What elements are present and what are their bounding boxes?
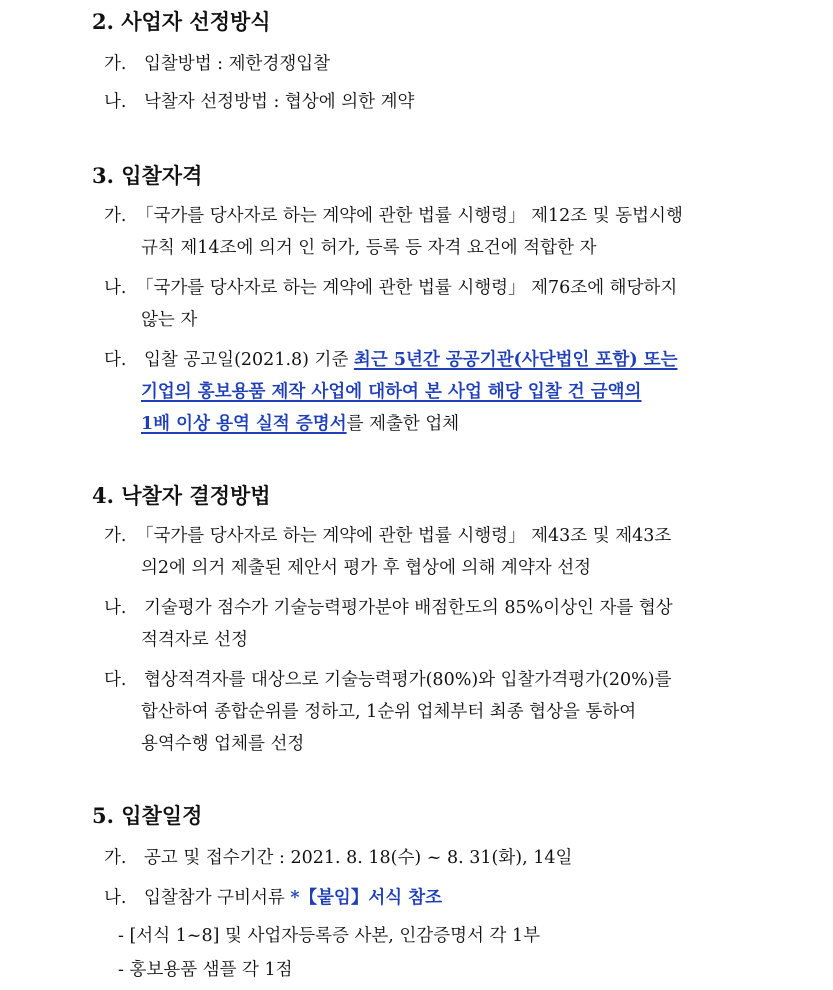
item-text: 입찰방법 : 제한경쟁입찰 — [144, 54, 331, 74]
section-3-item-c-line1 — [104, 346, 678, 374]
item-text: 입찰 공고일(2021.8) 기준 — [144, 350, 354, 370]
item-text: 협상적격자를 대상으로 기술능력평가(80%)와 입찰가격평가(20%)를 — [144, 670, 672, 690]
attachment-reference: *【붙임】서식 참조 — [290, 888, 443, 908]
item-text: 기술평가 점수가 기술능력평가분야 배점한도의 85%이상인 자를 협상 — [144, 598, 673, 618]
section-3-item-a-line2: 규칙 제14조에 의거 인 허가, 등록 등 자격 요건에 적합한 자 — [141, 238, 597, 258]
section-4-item-c-line2: 합산하여 종합순위를 정하고, 1순위 업체부터 최종 협상을 통하여 — [141, 702, 637, 722]
item-marker: 나. — [104, 278, 127, 298]
section-4-title: 4. 낙찰자 결정방법 — [92, 483, 271, 508]
section-3-item-b-line2: 않는 자 — [141, 310, 198, 330]
section-5-subitem: - [서식 1~8] 및 사업자등록증 사본, 인감증명서 각 1부 — [118, 926, 540, 946]
section-5-item-a — [104, 844, 572, 872]
section-3-title: 3. 입찰자격 — [92, 163, 203, 188]
section-2-item-b — [104, 88, 414, 116]
section-3-item-a-line1 — [104, 202, 683, 230]
item-text: 공고 및 접수기간 : 2021. 8. 18(수) ~ 8. 31(화), 14일 — [144, 848, 573, 868]
section-3-item-b-line1 — [104, 274, 677, 302]
section-3-item-c-line2 — [141, 378, 641, 406]
highlighted-requirement: 최근 5년간 공공기관(사단법인 포함) 또는 — [353, 350, 678, 370]
item-marker: 나. — [104, 598, 127, 618]
section-3-item-c-line3 — [141, 410, 459, 438]
item-marker: 나. — [104, 888, 127, 908]
item-text: 「국가를 당사자로 하는 계약에 관한 법률 시행령」 제43조 및 제43조 — [136, 526, 672, 546]
section-2-item-a — [104, 50, 330, 78]
item-marker: 가. — [104, 526, 127, 546]
section-5-subitem: - 홍보용품 샘플 각 1점 — [118, 960, 293, 980]
item-marker: 다. — [104, 670, 127, 690]
item-text: 를 제출한 업체 — [346, 414, 460, 434]
highlighted-requirement: 1배 이상 용역 실적 증명서 — [141, 414, 347, 434]
item-text: 「국가를 당사자로 하는 계약에 관한 법률 시행령」 제12조 및 동법시행 — [136, 206, 683, 226]
section-5-title: 5. 입찰일정 — [92, 803, 203, 828]
highlighted-requirement: 기업의 홍보용품 제작 사업에 대하여 본 사업 해당 입찰 건 금액의 — [141, 382, 642, 402]
item-text: 낙찰자 선정방법 : 협상에 의한 계약 — [144, 92, 415, 112]
item-text: 입찰참가 구비서류 — [144, 888, 291, 908]
item-marker: 가. — [104, 54, 127, 74]
item-marker: 가. — [104, 848, 127, 868]
item-marker: 가. — [104, 206, 127, 226]
item-text: 「국가를 당사자로 하는 계약에 관한 법률 시행령」 제76조에 해당하지 — [136, 278, 678, 298]
item-marker: 다. — [104, 350, 127, 370]
section-4-item-c-line3: 용역수행 업체를 선정 — [141, 734, 305, 754]
section-4-item-b-line2: 적격자로 선정 — [141, 630, 248, 650]
section-5-item-b — [104, 884, 442, 912]
section-4-item-a-line1 — [104, 522, 671, 550]
item-marker: 나. — [104, 92, 127, 112]
section-4-item-a-line2: 의2에 의거 제출된 제안서 평가 후 협상에 의해 계약자 선정 — [141, 558, 592, 578]
section-4-item-b-line1 — [104, 594, 673, 622]
section-4-item-c-line1 — [104, 666, 672, 694]
section-2-title: 2. 사업자 선정방식 — [92, 9, 271, 34]
